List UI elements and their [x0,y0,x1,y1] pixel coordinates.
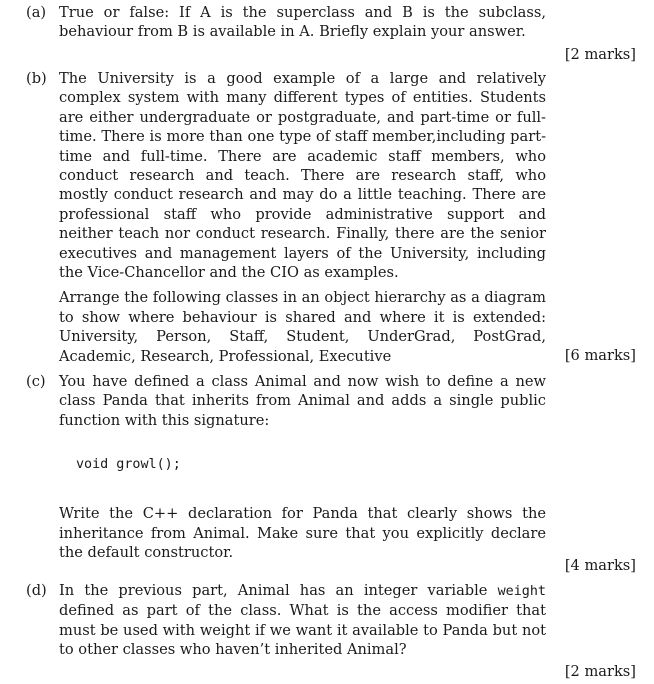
question-d [26,581,546,660]
question-b-marks: [6 marks] [564,347,636,364]
question-d-code-word: weight [497,584,546,599]
question-c-code: void growl(); [76,457,181,473]
question-d-text-before: In the previous part, Animal has an integer variable [59,582,488,599]
question-b-label: (b) [26,70,47,87]
question-c [26,372,546,562]
question-d-label: (d) [26,582,47,599]
question-b-instructions: Arrange the following classes in an object hierarchy as a diagram to show where behaviour is shared and where it is extended: University, Person, Staff, Student, UnderGrad, PostGrad, Academic, Research, Professional, Executive [59,289,546,365]
question-c-marks: [4 marks] [564,557,636,574]
question-d-text-after: defined as part of the class. What is the access modifier that must be used with weight if we want it available to Panda but not to other classes who haven’t inherited Animal? [59,602,546,659]
question-b-text: The University is a good example of a large and relatively complex system with many different types of entities. Students are either undergraduate or postgraduate, and part-time or full-time. There is more than one type of staff member,including part-time and full-time. There are academic staff members, who conduct research and teach. There are research staff, who mostly conduct research and may do a little teaching. There are professional staff who provide administrative support and neither teach nor conduct research. Finally, there are the senior executives and management layers of the University, including the Vice-Chancellor and the CIO as examples. [59,70,546,282]
question-b [26,69,546,366]
question-d-marks: [2 marks] [564,663,636,680]
question-c-text: You have defined a class Animal and now wish to define a new class Panda that inherits from Animal and adds a single public function with this signature: [59,373,546,429]
question-a [26,3,546,42]
question-a-text: True or false: If A is the superclass and B is the subclass, behaviour from B is available in A. Briefly explain your answer. [59,4,546,41]
question-a-marks: [2 marks] [564,46,636,63]
question-d-text [59,581,546,660]
question-c-instructions: Write the C++ declaration for Panda that clearly shows the inheritance from Animal. Make sure that you explicitly declare the default constructor. [59,505,546,562]
question-c-label: (c) [26,373,46,390]
question-a-label: (a) [26,4,47,21]
